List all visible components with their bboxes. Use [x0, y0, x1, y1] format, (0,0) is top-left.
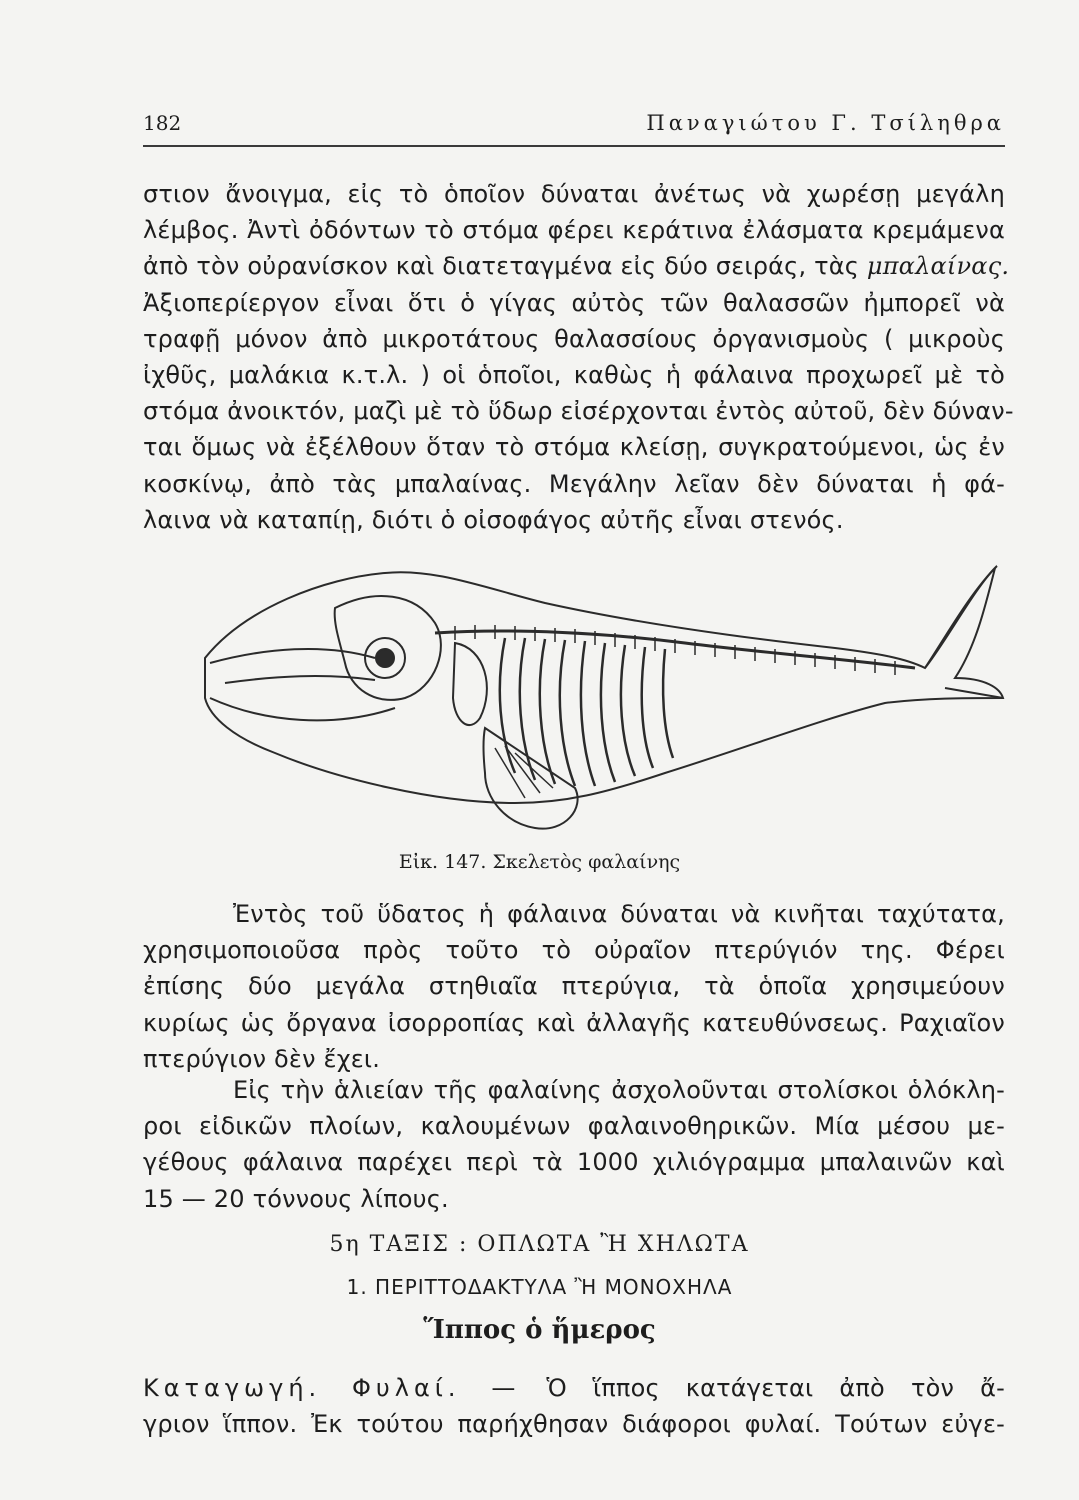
text-line: Ἀξιοπερίεργον εἶναι ὅτι ὁ γίγας αὐτὸς τῶν θαλασσῶν ἠμπορεῖ νὰ [143, 288, 1005, 317]
lead-in-title: Καταγωγή. Φυλαί. — [143, 1374, 521, 1402]
running-head: Παναγιώτου Γ. Τσίληθρα [646, 111, 1005, 135]
header-rule [143, 145, 1005, 147]
text-line: ἐπίσης δύο μεγάλα στηθιαῖα πτερύγια, τὰ ὁποῖα χρησιμεύουν [143, 972, 1005, 1001]
class-heading: 5η ΤΑΞΙΣ : ΟΠΛΩΤΑ Ἢ ΧΗΛΩΤΑ [329, 1232, 750, 1257]
whale-body-outline [205, 568, 1003, 803]
whale-scapula [453, 643, 487, 725]
text-line: ται ὅμως νὰ ἐξέλθουν ὅταν τὸ στόμα κλείσῃ, συγκρατούμενοι, ὡς ἐν [143, 433, 1005, 462]
text-line: Ἐντὸς τοῦ ὕδατος ἡ φάλαινα δύναται νὰ κινῆται ταχύτατα, [233, 900, 1005, 928]
text-line-start: ἀπὸ τὸν οὐρανίσκον καὶ διατεταγμένα εἰς δύο σειράς, τὰς [143, 252, 860, 281]
whale-lower-jaw [210, 698, 395, 720]
text-line-rest: Ὁ ἵππος κατάγεται ἀπὸ τὸν ἄ- [546, 1374, 1005, 1402]
text-line: κυρίως ὡς ὄργανα ἰσορροπίας καὶ ἀλλαγῆς κατευθύνσεως. Ραχιαῖον [143, 1008, 1005, 1037]
text-line: λέμβος. Ἀντὶ ὀδόντων τὸ στόμα φέρει κεράτινα ἐλάσματα κρεμάμενα [143, 216, 1005, 245]
text-line: ἰχθῦς, μαλάκια κ.τ.λ. ) οἱ ὁποῖοι, καθὼς ἡ φάλαινα προχωρεῖ μὲ τὸ [143, 360, 1005, 389]
text-line [143, 1370, 1005, 1406]
paragraph-horse-origin [143, 1370, 1005, 1442]
whale-upper-jaw [210, 649, 375, 663]
text-line: ροι εἰδικῶν πλοίων, καλουμένων φαλαινοθηρικῶν. Μία μέσου με- [143, 1112, 1005, 1141]
paragraph-whale-movement [143, 896, 1005, 1077]
italic-term: μπαλαίνας. [866, 252, 1010, 281]
whale-skeleton-illustration [185, 548, 1005, 848]
text-line: στιον ἄνοιγμα, εἰς τὸ ὁποῖον δύναται ἀνέτως νὰ χωρέσῃ μεγάλη [143, 180, 1005, 208]
text-line: γριον ἵππον. Ἐκ τούτου παρήχθησαν διάφοροι φυλαί. Τούτων εὐγε- [143, 1410, 1005, 1439]
text-line: κοσκίνῳ, ἀπὸ τὰς μπαλαίνας. Μεγάλην λεῖαν δὲν δύναται ἡ φά- [143, 469, 1005, 498]
text-line: πτερύγιον δὲν ἔχει. [143, 1044, 381, 1073]
whale-skull [335, 596, 441, 700]
species-heading: Ἵππος ὁ ἥμερος [423, 1315, 656, 1345]
page-header [143, 111, 1005, 141]
text-line: γέθους φάλαινα παρέχει περὶ τὰ 1000 χιλιόγραμμα μπαλαινῶν καὶ [143, 1148, 1005, 1177]
text-line: στόμα ἀνοικτόν, μαζὶ μὲ τὸ ὕδωρ εἰσέρχονται ἐντὸς αὐτοῦ, δὲν δύναν- [143, 397, 1014, 426]
text-line: 15 — 20 τόννους λίπους. [143, 1184, 449, 1213]
paragraph-whale-baleen [143, 176, 1014, 538]
text-line: Εἰς τὴν ἁλιείαν τῆς φαλαίνης ἀσχολοῦνται στολίσκοι ὁλόκλη- [233, 1076, 1005, 1104]
text-line: τραφῇ μόνον ἀπὸ μικροτάτους θαλασσίους ὀργανισμοὺς ( μικροὺς [143, 324, 1005, 353]
paragraph-whaling [143, 1072, 1005, 1217]
text-line: λαινα νὰ καταπίῃ, διότι ὁ οἰσοφάγος αὐτῆς εἶναι στενός. [143, 505, 844, 534]
order-heading: 1. ΠΕΡΙΤΤΟΔΑΚΤΥΛΑ Ἢ ΜΟΝΟΧΗΛΑ [346, 1275, 733, 1299]
page-number: 182 [143, 111, 182, 135]
figure-caption: Εἰκ. 147. Σκελετὸς φαλαίνης [398, 851, 681, 873]
text-line: χρησιμοποιοῦσα πρὸς τοῦτο τὸ οὐραῖον πτερύγιόν της. Φέρει [143, 936, 1005, 965]
text-line [143, 248, 1010, 284]
